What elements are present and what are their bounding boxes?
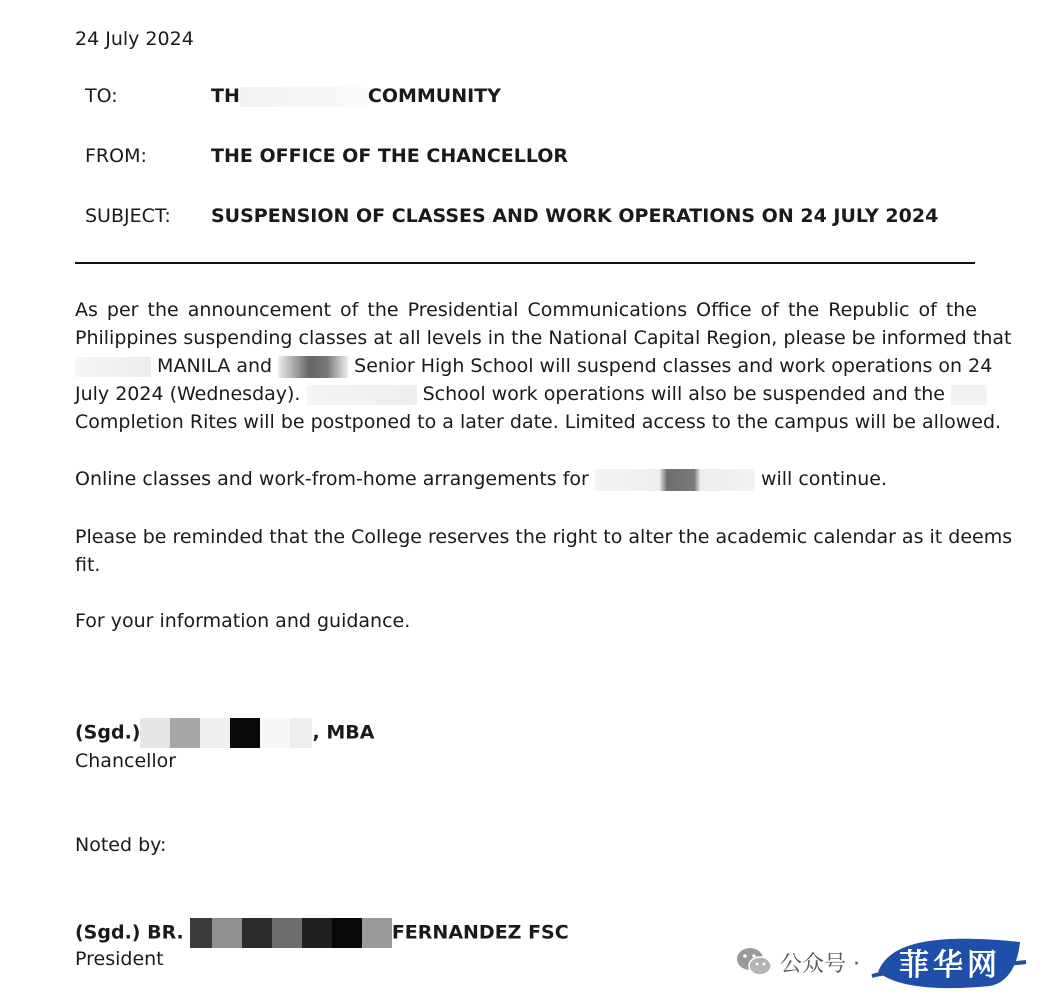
redacted-block (595, 469, 755, 491)
redacted-block (230, 718, 260, 748)
redacted-block (290, 718, 312, 748)
wechat-icon (734, 942, 774, 982)
to-value (211, 85, 501, 107)
redacted-block (140, 718, 170, 748)
paragraph-announcement (75, 296, 1012, 436)
sig1-prefix: (Sgd.) (75, 721, 141, 744)
redacted-block (200, 718, 230, 748)
paragraph-online-classes (75, 465, 977, 493)
redacted-block (170, 718, 200, 748)
redacted-block (212, 918, 242, 948)
to-label: TO: (85, 85, 118, 107)
p1-line-1: As per the announcement of the Presidential Communications Office of the Republic of the (75, 299, 977, 321)
watermark (734, 932, 1030, 992)
subject-value: SUSPENSION OF CLASSES AND WORK OPERATIONS ON 24 JULY 2024 (211, 205, 939, 227)
p2-a: Online classes and work-from-home arrangements for (75, 468, 589, 490)
to-value-right: COMMUNITY (367, 85, 501, 107)
paragraph-closing (75, 607, 977, 635)
watermark-logo-text: 菲华网 (899, 948, 1001, 983)
subject-label: SUBJECT: (85, 205, 171, 227)
redacted-block (242, 918, 272, 948)
redacted-block (272, 918, 302, 948)
watermark-logo (870, 932, 1030, 992)
redacted-block (240, 87, 368, 107)
p4-line: For your information and guidance. (75, 610, 411, 632)
from-label: FROM: (85, 145, 147, 167)
from-value: THE OFFICE OF THE CHANCELLOR (211, 145, 569, 167)
noted-by: Noted by: (75, 834, 167, 856)
sig2-suffix: FERNANDEZ FSC (391, 921, 569, 944)
header-divider (75, 262, 975, 264)
sig2-prefix: (Sgd.) BR. (75, 921, 184, 944)
p3-line-1: Please be reminded that the College reserves the right to alter the academic calendar as it deems (75, 526, 1013, 548)
watermark-label: 公众号 · (780, 951, 860, 977)
p3-line-2: fit. (75, 554, 101, 576)
redacted-block (362, 918, 392, 948)
redacted-block (75, 357, 151, 377)
p1-line-4-a: July 2024 (Wednesday). (75, 383, 301, 405)
p1-line-4 (75, 380, 977, 408)
p1-line-3-b: Senior High School will suspend classes and work operations on 24 (354, 355, 993, 377)
memo-date: 24 July 2024 (75, 28, 194, 50)
redacted-block (951, 385, 987, 405)
p1-line-2: Philippines suspending classes at all levels in the National Capital Region, please be informed that (75, 327, 1012, 349)
p1-line-3 (75, 352, 993, 380)
redacted-block (302, 918, 332, 948)
sig2-title: President (75, 948, 164, 970)
p1-line-5: Completion Rites will be postponed to a later date. Limited access to the campus will be allowed. (75, 411, 1002, 433)
redacted-block (260, 718, 290, 748)
signature-chancellor (75, 718, 374, 748)
signature-president (75, 918, 569, 948)
to-value-left: TH (211, 85, 240, 107)
p1-line-4-b: School work operations will also be suspended and the (422, 383, 945, 405)
redacted-block (278, 356, 348, 378)
redacted-block (190, 918, 212, 948)
redacted-block (332, 918, 362, 948)
p2-line (75, 465, 977, 493)
p1-line-3-a: MANILA and (157, 355, 273, 377)
paragraph-reminder (75, 523, 1013, 579)
sig1-suffix: , MBA (312, 721, 375, 744)
p2-b: will continue. (760, 468, 888, 490)
redacted-block (307, 385, 417, 405)
sig1-title: Chancellor (75, 750, 177, 772)
